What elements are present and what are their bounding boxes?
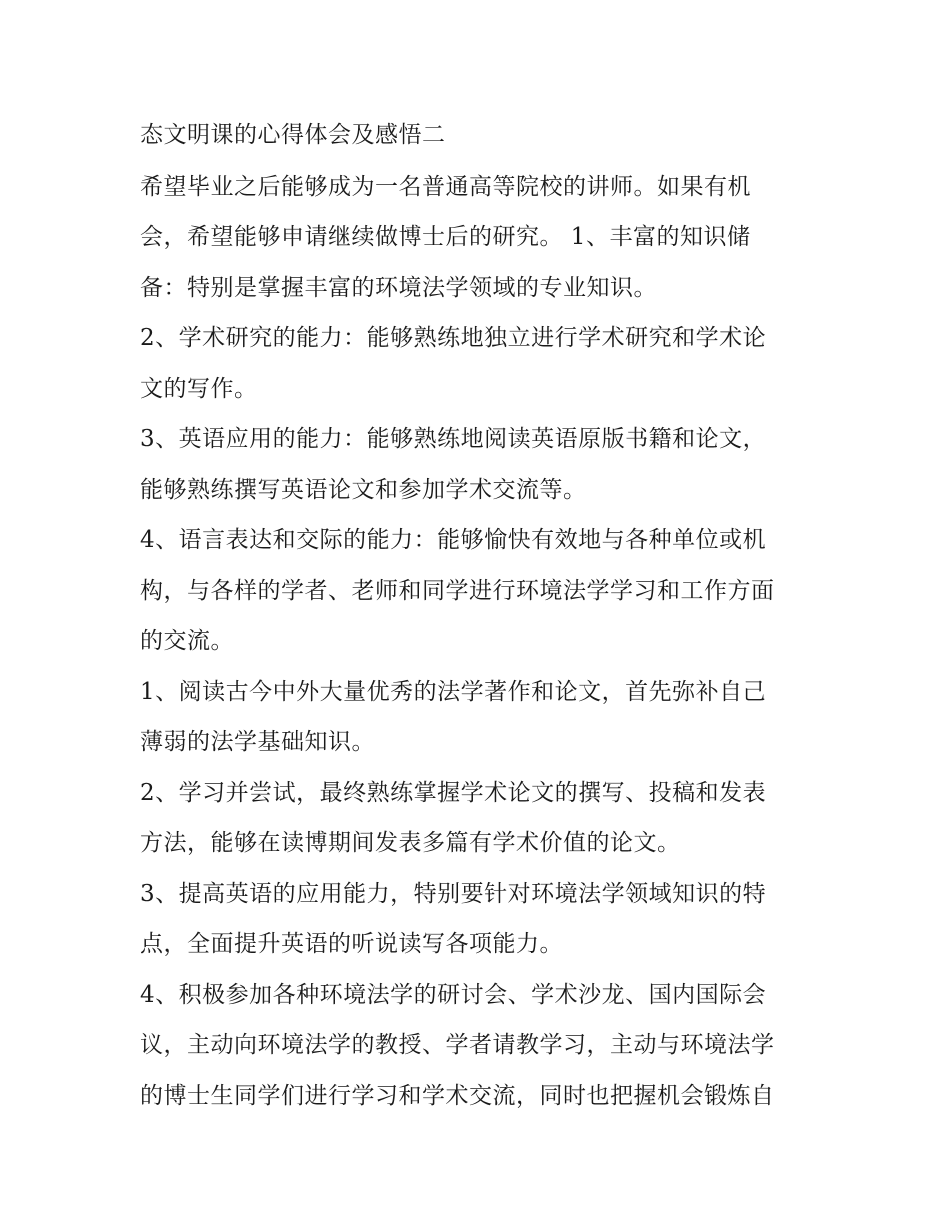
document-title: 态文明课的心得体会及感悟二 [140,122,446,148]
text-line: 4、语言表达和交际的能力：能够愉快有效地与各种单位或机 [140,527,767,553]
text-line: 点，全面提升英语的听说读写各项能力。 [140,931,563,957]
text-line: 文的写作。 [140,375,258,402]
text-line: 议，主动向环境法学的教授、学者请教学习，主动与环境法学 [140,1032,775,1058]
text-line: 2、学术研究的能力：能够熟练地独立进行学术研究和学术论 [140,325,767,351]
text-line: 的博士生同学们进行学习和学术交流，同时也把握机会锻炼自 [140,1082,775,1109]
text-line: 3、提高英语的应用能力，特别要针对环境法学领域知识的特 [140,880,767,907]
text-line: 1、阅读古今中外大量优秀的法学著作和论文，首先弥补自己 [140,678,767,705]
document-body [140,110,820,1121]
text-line: 4、积极参加各种环境法学的研讨会、学术沙龙、国内国际会 [140,981,767,1008]
text-line: 备：特别是掌握丰富的环境法学领域的专业知识。 [140,274,657,301]
text-line: 希望毕业之后能够成为一名普通高等院校的讲师。如果有机 [140,173,751,200]
text-line: 3、英语应用的能力：能够熟练地阅读英语原版书籍和论文， [140,426,767,452]
text-line: 方法，能够在读博期间发表多篇有学术价值的论文。 [140,830,681,856]
text-line: 2、学习并尝试，最终熟练掌握学术论文的撰写、投稿和发表 [140,779,767,806]
text-line: 的交流。 [140,628,234,654]
text-line: 薄弱的法学基础知识。 [140,729,375,755]
text-line: 会，希望能够申请继续做博士后的研究。 1、丰富的知识储 [140,224,751,250]
text-line: 构，与各样的学者、老师和同学进行环境法学学习和工作方面 [140,577,775,604]
text-line: 能够熟练撰写英语论文和参加学术交流等。 [140,476,587,503]
